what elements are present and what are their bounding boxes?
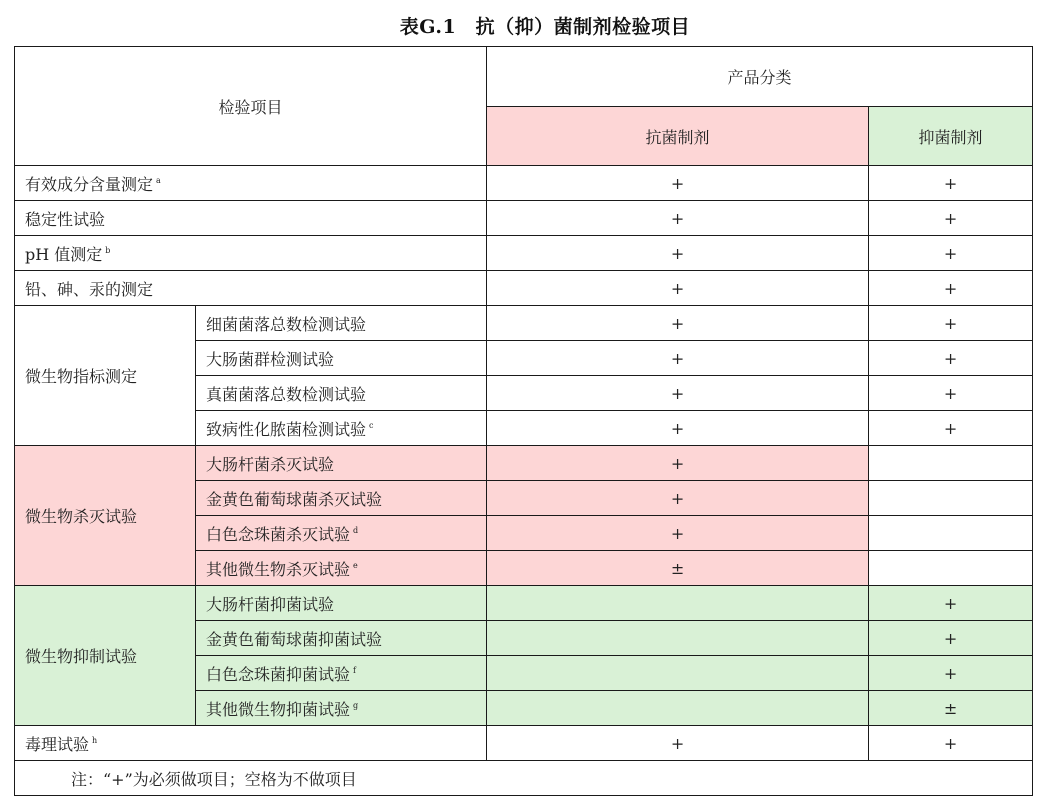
cell-bacteriostatic: +: [869, 166, 1033, 201]
header-item-column: 检验项目: [15, 47, 487, 166]
table-row: [15, 586, 1033, 621]
row-label: 毒理试验 $^h$: [15, 726, 487, 761]
cell-antibacterial: +: [487, 376, 869, 411]
note-row: [15, 761, 1033, 796]
cell-antibacterial: +: [487, 446, 869, 481]
cell-antibacterial: +: [487, 201, 869, 236]
table-row: [15, 236, 1033, 271]
cell-bacteriostatic: [869, 446, 1033, 481]
cell-antibacterial: +: [487, 166, 869, 201]
cell-antibacterial: [487, 691, 869, 726]
sub-item-label: 金黄色葡萄球菌杀灭试验: [196, 481, 487, 516]
group-label-inhibit: 微生物抑制试验: [15, 586, 196, 726]
cell-bacteriostatic: +: [869, 271, 1033, 306]
group-label-micro-index: 微生物指标测定: [15, 306, 196, 446]
cell-antibacterial: +: [487, 306, 869, 341]
sub-item-label: 金黄色葡萄球菌抑菌试验: [196, 621, 487, 656]
sub-item-label: 其他微生物抑菌试验 $^g$: [196, 691, 487, 726]
sub-item-label: 真菌菌落总数检测试验: [196, 376, 487, 411]
table-note: 注：“+”为必须做项目；空格为不做项目: [15, 761, 1033, 796]
cell-bacteriostatic: [869, 516, 1033, 551]
table-row: [15, 201, 1033, 236]
cell-antibacterial: +: [487, 411, 869, 446]
sub-item-label: 大肠杆菌抑菌试验: [196, 586, 487, 621]
cell-bacteriostatic: +: [869, 656, 1033, 691]
header-category: 产品分类: [487, 47, 1033, 107]
cell-antibacterial: +: [487, 726, 869, 761]
cell-antibacterial: ±: [487, 551, 869, 586]
header-bacteriostatic: 抑菌制剂: [869, 107, 1033, 166]
sub-item-label: 其他微生物杀灭试验 $^e$: [196, 551, 487, 586]
group-label-kill: 微生物杀灭试验: [15, 446, 196, 586]
table-row: [15, 271, 1033, 306]
cell-bacteriostatic: +: [869, 201, 1033, 236]
table-row: [15, 306, 1033, 341]
cell-antibacterial: [487, 656, 869, 691]
inspection-table: [14, 46, 1033, 796]
cell-bacteriostatic: +: [869, 376, 1033, 411]
cell-bacteriostatic: ±: [869, 691, 1033, 726]
row-label: pH 值测定 $^b$: [15, 236, 487, 271]
sub-item-label: 白色念珠菌抑菌试验 $^f$: [196, 656, 487, 691]
header-antibacterial: 抗菌制剂: [487, 107, 869, 166]
row-label: 稳定性试验: [15, 201, 487, 236]
cell-bacteriostatic: +: [869, 621, 1033, 656]
cell-antibacterial: [487, 586, 869, 621]
table-row: [15, 166, 1033, 201]
cell-bacteriostatic: +: [869, 411, 1033, 446]
sub-item-label: 白色念珠菌杀灭试验 $^d$: [196, 516, 487, 551]
cell-bacteriostatic: [869, 551, 1033, 586]
cell-antibacterial: [487, 621, 869, 656]
sub-item-label: 致病性化脓菌检测试验 $^c$: [196, 411, 487, 446]
cell-antibacterial: +: [487, 271, 869, 306]
cell-bacteriostatic: +: [869, 586, 1033, 621]
row-label: 有效成分含量测定 $^a$: [15, 166, 487, 201]
cell-bacteriostatic: +: [869, 306, 1033, 341]
header-row-1: [15, 47, 1033, 107]
cell-bacteriostatic: +: [869, 341, 1033, 376]
row-label: 铅、砷、汞的测定: [15, 271, 487, 306]
sub-item-label: 大肠菌群检测试验: [196, 341, 487, 376]
cell-antibacterial: +: [487, 236, 869, 271]
sub-item-label: 细菌菌落总数检测试验: [196, 306, 487, 341]
table-row: [15, 726, 1033, 761]
table-title: 表G.1 抗（抑）菌制剂检验项目: [399, 16, 691, 38]
cell-antibacterial: +: [487, 516, 869, 551]
table-row: [15, 446, 1033, 481]
cell-bacteriostatic: +: [869, 236, 1033, 271]
cell-antibacterial: +: [487, 481, 869, 516]
cell-bacteriostatic: +: [869, 726, 1033, 761]
cell-antibacterial: +: [487, 341, 869, 376]
sub-item-label: 大肠杆菌杀灭试验: [196, 446, 487, 481]
cell-bacteriostatic: [869, 481, 1033, 516]
